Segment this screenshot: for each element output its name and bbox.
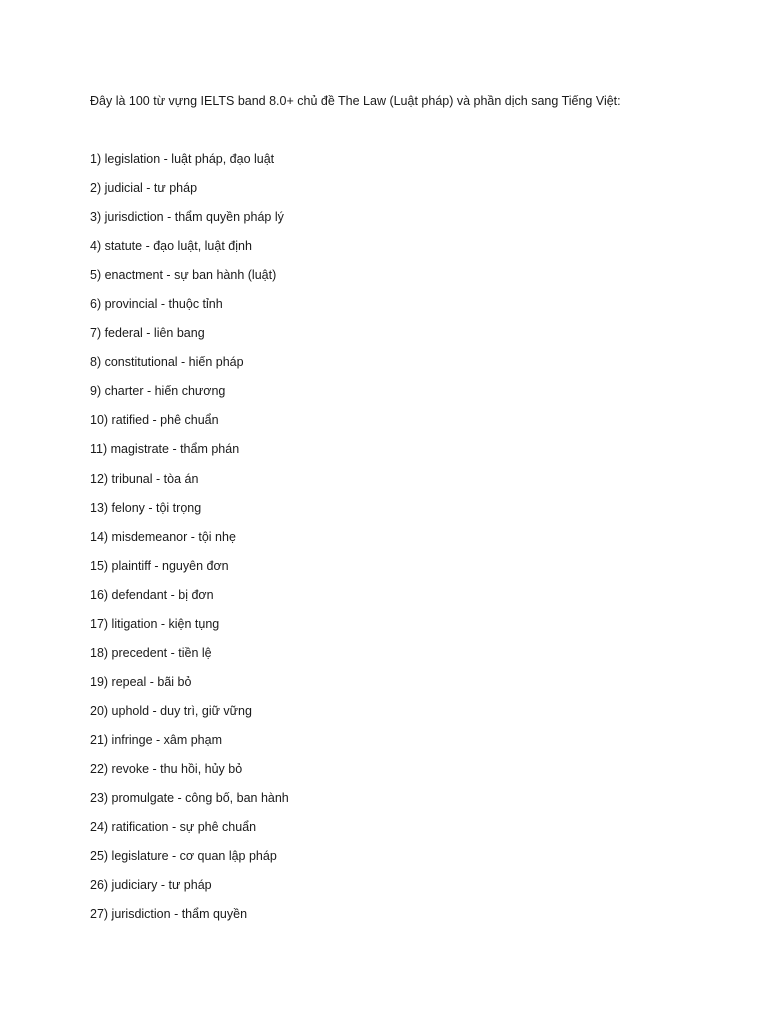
vocabulary-item: 13) felony - tội trọng xyxy=(90,500,202,515)
vocabulary-item: 11) magistrate - thẩm phán xyxy=(90,442,240,457)
vocabulary-item: 21) infringe - xâm phạm xyxy=(90,732,223,747)
vocabulary-item: 8) constitutional - hiến pháp xyxy=(90,355,244,370)
vocabulary-item: 23) promulgate - công bố, ban hành xyxy=(90,791,289,806)
vocabulary-item: 1) legislation - luật pháp, đạo luật xyxy=(90,152,275,166)
vocabulary-item: 3) jurisdiction - thẩm quyền pháp lý xyxy=(90,210,284,225)
vocabulary-item: 20) uphold - duy trì, giữ vững xyxy=(90,703,252,718)
vocabulary-item: 15) plaintiff - nguyên đơn xyxy=(90,558,229,573)
vocabulary-item: 17) litigation - kiện tụng xyxy=(90,616,220,631)
vocabulary-list xyxy=(90,150,289,934)
vocabulary-item: 7) federal - liên bang xyxy=(90,326,205,341)
vocabulary-item: 5) enactment - sự ban hành (luật) xyxy=(90,268,277,283)
vocabulary-item: 9) charter - hiến chương xyxy=(90,384,226,399)
vocabulary-item: 22) revoke - thu hồi, hủy bỏ xyxy=(90,761,243,776)
vocabulary-item: 26) judiciary - tư pháp xyxy=(90,878,212,893)
vocabulary-item: 12) tribunal - tòa án xyxy=(90,471,199,486)
vocabulary-item: 16) defendant - bị đơn xyxy=(90,587,214,602)
vocabulary-item: 27) jurisdiction - thẩm quyền xyxy=(90,907,248,922)
vocabulary-item: 18) precedent - tiền lệ xyxy=(90,645,212,660)
vocabulary-item: 2) judicial - tư pháp xyxy=(90,181,198,196)
vocabulary-item: 19) repeal - bãi bỏ xyxy=(90,674,192,689)
vocabulary-item: 10) ratified - phê chuẩn xyxy=(90,413,219,428)
vocabulary-item: 14) misdemeanor - tội nhẹ xyxy=(90,529,236,544)
vocabulary-item: 24) ratification - sự phê chuẩn xyxy=(90,820,257,835)
document-intro: Đây là 100 từ vựng IELTS band 8.0+ chủ đề The Law (Luật pháp) và phần dịch sang Tiếng Việt: xyxy=(90,94,621,108)
vocabulary-item: 6) provincial - thuộc tỉnh xyxy=(90,297,223,312)
vocabulary-item: 25) legislature - cơ quan lập pháp xyxy=(90,849,277,864)
vocabulary-item: 4) statute - đạo luật, luật định xyxy=(90,239,252,254)
